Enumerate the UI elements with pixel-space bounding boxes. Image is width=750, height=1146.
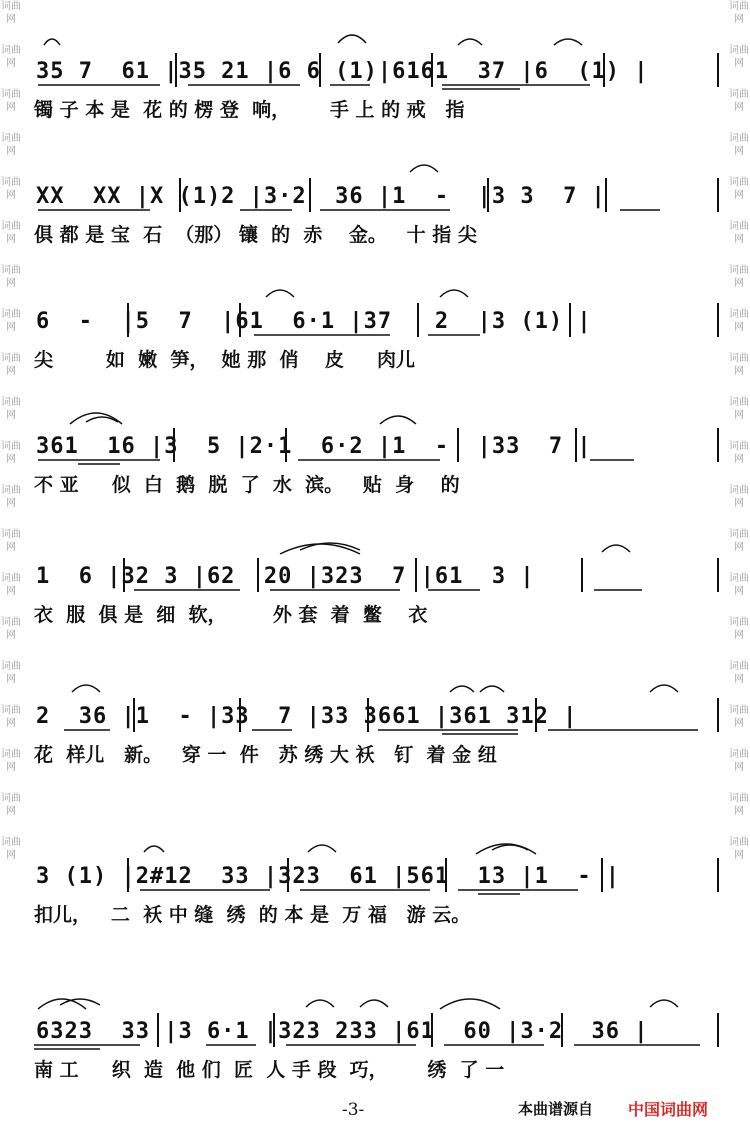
watermark-stamp: 词曲网: [1, 1, 21, 25]
notation-line: 361 16 |3 5 |2·1 6·2 |1 - |33 7 |: [36, 434, 592, 459]
lyric-line: 尖 如 嫩 笋， 她 那 俏 皮 肉儿: [34, 349, 415, 371]
lyric-line: 扣儿， 二 袄 中 缝 绣 的 本 是 万 福 游 云。: [34, 904, 471, 926]
lyric-line: 俱 都 是 宝 石 （那） 镶 的 赤 金。 十 指 尖: [34, 224, 477, 246]
watermark-stamp: 词曲网: [1, 573, 21, 597]
watermark-stamp: 词曲网: [1, 617, 21, 641]
watermark-stamp: 词曲网: [1, 749, 21, 773]
notation-line: 35 7 61 |35 21 |6 6 (1)|6161 37 |6 (1) |: [36, 59, 649, 84]
watermark-stamp: 词曲网: [1, 529, 21, 553]
watermark-stamp: 词曲网: [729, 441, 749, 465]
watermark-stamp: 词曲网: [729, 485, 749, 509]
watermark-stamp: 词曲网: [1, 45, 21, 69]
watermark-stamp: 词曲网: [729, 309, 749, 333]
watermark-stamp: 词曲网: [1, 89, 21, 113]
watermark-stamp: 词曲网: [1, 309, 21, 333]
lyric-line: 南 工 织 造 他 们 匠 人 手 段 巧， 绣 了 一: [34, 1059, 505, 1081]
watermark-stamp: 词曲网: [729, 749, 749, 773]
watermark-stamp: 词曲网: [729, 265, 749, 289]
source-site-link[interactable]: 中国词曲网: [628, 1100, 709, 1119]
lyric-line: 衣 服 俱 是 细 软， 外 套 着 鳖 衣: [34, 604, 428, 626]
lyric-line: 镯 子 本 是 花 的 楞 登 响， 手 上 的 戒 指: [34, 99, 465, 121]
notation-line: XX XX |X (1)2 |3·2 36 |1 - |3 3 7 |: [36, 184, 606, 209]
source-caption: 本曲谱源自: [518, 1100, 594, 1118]
notation-line: 1 6 |32 3 |62 20 |323 7 |61 3 |: [36, 564, 535, 589]
watermark-stamp: 词曲网: [729, 177, 749, 201]
watermark-stamp: 词曲网: [1, 837, 21, 861]
watermark-stamp: 词曲网: [729, 353, 749, 377]
watermark-stamp: 词曲网: [729, 529, 749, 553]
watermark-stamp: 词曲网: [1, 397, 21, 421]
notation-line: 2 36 |1 - |33 7 |33 3661 |361 312 |: [36, 704, 578, 729]
watermark-stamp: 词曲网: [1, 793, 21, 817]
watermark-stamp: 词曲网: [729, 397, 749, 421]
notation-line: 6 - |5 7 |61 6·1 |37 2 |3 (1) |: [36, 309, 592, 334]
watermark-stamp: 词曲网: [729, 133, 749, 157]
watermark-right: [728, 0, 750, 1146]
watermark-stamp: 词曲网: [729, 45, 749, 69]
watermark-stamp: 词曲网: [1, 353, 21, 377]
watermark-stamp: 词曲网: [729, 837, 749, 861]
watermark-stamp: 词曲网: [729, 89, 749, 113]
notation-line: 6323 33 |3 6·1 |323 233 |61 60 |3·2 36 |: [36, 1019, 649, 1044]
lyric-line: 不 亚 似 白 鹅 脱 了 水 滨。 贴 身 的: [34, 474, 460, 496]
watermark-stamp: 词曲网: [1, 221, 21, 245]
notation-line: 3 (1) |2#12 33 |323 61 |561 13 |1 - |: [36, 864, 621, 889]
watermark-stamp: 词曲网: [1, 661, 21, 685]
watermark-stamp: 词曲网: [729, 661, 749, 685]
watermark-stamp: 词曲网: [729, 573, 749, 597]
watermark-stamp: 词曲网: [729, 617, 749, 641]
watermark-stamp: 词曲网: [1, 177, 21, 201]
watermark-stamp: 词曲网: [729, 221, 749, 245]
lyric-line: 花 样儿 新。 穿 一 件 苏 绣 大 袄 钉 着 金 纽: [34, 744, 497, 766]
watermark-stamp: 词曲网: [1, 485, 21, 509]
watermark-stamp: 词曲网: [1, 133, 21, 157]
page-number: -3-: [342, 1100, 365, 1120]
watermark-stamp: 词曲网: [729, 705, 749, 729]
watermark-stamp: 词曲网: [729, 793, 749, 817]
watermark-stamp: 词曲网: [1, 441, 21, 465]
watermark-stamp: 词曲网: [1, 265, 21, 289]
watermark-left: [0, 0, 22, 1146]
watermark-stamp: 词曲网: [729, 1, 749, 25]
watermark-stamp: 词曲网: [1, 705, 21, 729]
